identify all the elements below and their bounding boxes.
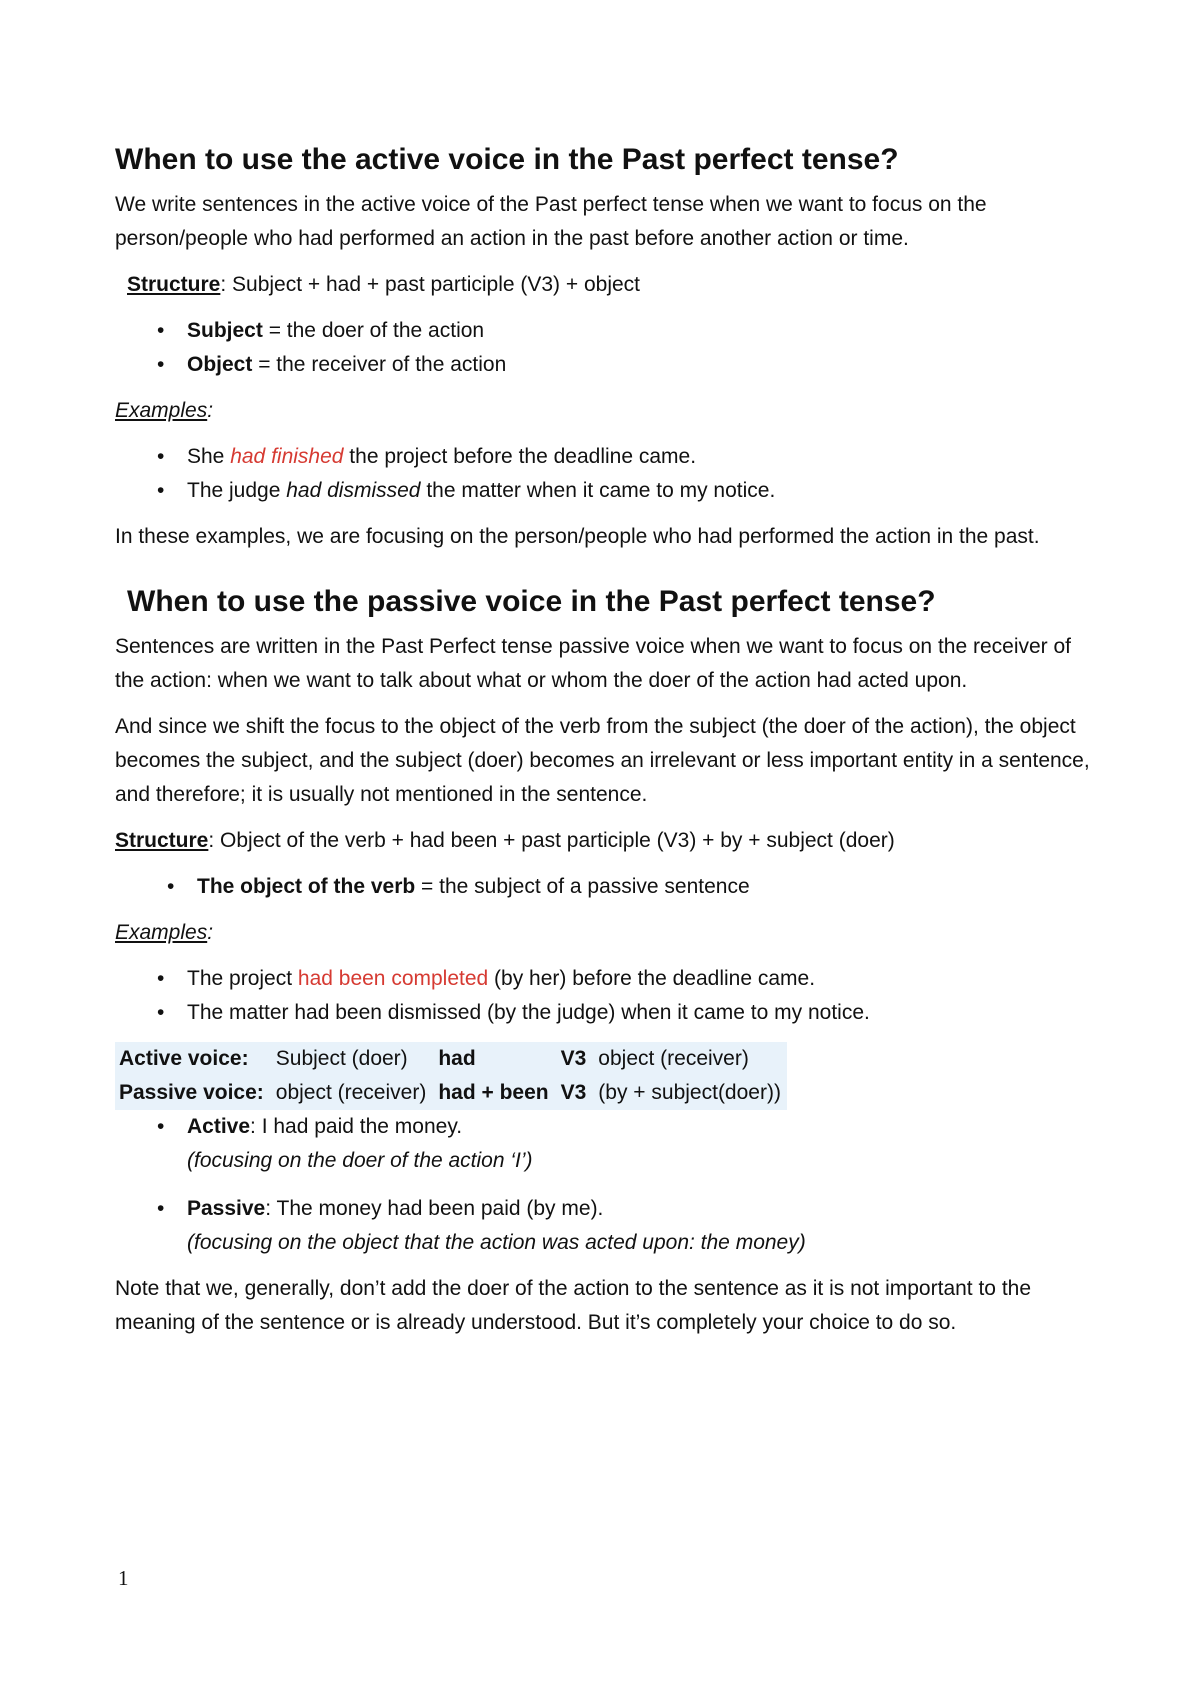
bullet-icon: • <box>167 875 175 898</box>
passive-examples-list <box>115 962 1105 1030</box>
active-passive-examples-list <box>115 1110 1105 1260</box>
passive-definitions-list <box>115 870 1105 904</box>
example-note: (focusing on the object that the action was acted upon: the money) <box>187 1231 806 1254</box>
bullet-icon: • <box>157 1001 165 1024</box>
definition-text: = the subject of a passive sentence <box>415 875 750 898</box>
page-number: 1 <box>118 1566 129 1590</box>
bullet-icon: • <box>157 319 165 342</box>
bullet-icon: • <box>157 1197 165 1220</box>
list-item: • She had finished the project before the deadline came. <box>115 440 1105 474</box>
bullet-icon: • <box>157 479 165 502</box>
bullet-icon: • <box>157 353 165 376</box>
voice-comparison-table <box>115 1042 787 1110</box>
active-voice-intro: We write sentences in the active voice of the Past perfect tense when we want to focus on the person/people who had performed an action in the past before another action or time. <box>115 193 987 250</box>
definition-term: The object of the verb <box>197 875 416 898</box>
definition-text: = the receiver of the action <box>252 353 507 376</box>
table-cell: V3 <box>560 1081 587 1104</box>
passive-structure <box>115 824 1105 858</box>
highlighted-verb: had been completed <box>297 967 489 990</box>
list-item: • The judge had dismissed the matter when it came to my notice. <box>115 474 1105 508</box>
table-cell: had + been <box>438 1081 549 1104</box>
bullet-icon: • <box>157 445 165 468</box>
table-row <box>115 1076 787 1110</box>
list-item: • Active: I had paid the money. (focusing on the doer of the action ‘I’) <box>115 1110 1105 1178</box>
table-cell: Subject (doer) <box>275 1047 408 1070</box>
table-cell: Passive voice: <box>119 1081 264 1104</box>
definition-term: Object <box>187 353 253 376</box>
active-examples-list <box>115 440 1105 508</box>
list-item: • The project had been completed (by her) before the deadline came. <box>115 962 1105 996</box>
table-row <box>115 1042 787 1076</box>
page-content <box>115 140 1105 1352</box>
structure-label: Structure <box>127 273 221 296</box>
active-conclusion: In these examples, we are focusing on the person/people who had performed the action in the past. <box>115 525 1040 548</box>
passive-voice-heading: When to use the passive voice in the Past perfect tense? <box>127 585 936 618</box>
example-note: (focusing on the doer of the action ‘I’) <box>187 1149 533 1172</box>
table-cell: object (receiver) <box>598 1047 749 1070</box>
passive-voice-para1: Sentences are written in the Past Perfect tense passive voice when we want to focus on the receiver of the action: when we want to talk about what or whom the doer of the action had acted upon. <box>115 635 1072 692</box>
list-item <box>115 870 1105 904</box>
table-cell: had <box>438 1047 476 1070</box>
passive-voice-para2: And since we shift the focus to the object of the verb from the subject (the doer of the action), the object becomes the subject, and the subject (doer) becomes an irrelevant or less important entity in a sentence, and therefore; it is usually not mentioned in the sentence. <box>115 715 1090 806</box>
active-structure <box>127 268 1105 302</box>
structure-label: Structure <box>115 829 209 852</box>
table-cell: V3 <box>560 1047 587 1070</box>
structure-formula: : Subject + had + past participle (V3) + object <box>220 273 641 296</box>
definition-term: Subject <box>187 319 263 342</box>
bullet-icon: • <box>157 1115 165 1138</box>
passive-examples-label: Examples: <box>115 921 214 944</box>
highlighted-verb: had dismissed <box>286 479 421 502</box>
structure-formula: : Object of the verb + had been + past participle (V3) + by + subject (doer) <box>208 829 895 852</box>
table-cell: object (receiver) <box>275 1081 427 1104</box>
spacer <box>115 1178 1105 1192</box>
definition-text: = the doer of the action <box>262 319 485 342</box>
bullet-icon: • <box>157 967 165 990</box>
final-note: Note that we, generally, don’t add the doer of the action to the sentence as it is not important to the meaning of the sentence or is already understood. But it’s completely your choice to do so. <box>115 1277 1032 1334</box>
table-cell: (by + subject(doer)) <box>598 1081 781 1104</box>
list-item: • The matter had been dismissed (by the judge) when it came to my notice. <box>115 996 1105 1030</box>
active-examples-label: Examples: <box>115 399 214 422</box>
list-item: • Passive: The money had been paid (by me). (focusing on the object that the action was acted upon: the money) <box>115 1192 1105 1260</box>
table-cell: Active voice: <box>119 1047 249 1070</box>
active-definitions-list <box>115 314 1105 382</box>
highlighted-verb: had finished <box>230 445 344 468</box>
active-voice-heading: When to use the active voice in the Past perfect tense? <box>115 143 899 176</box>
list-item <box>115 348 1105 382</box>
list-item <box>115 314 1105 348</box>
